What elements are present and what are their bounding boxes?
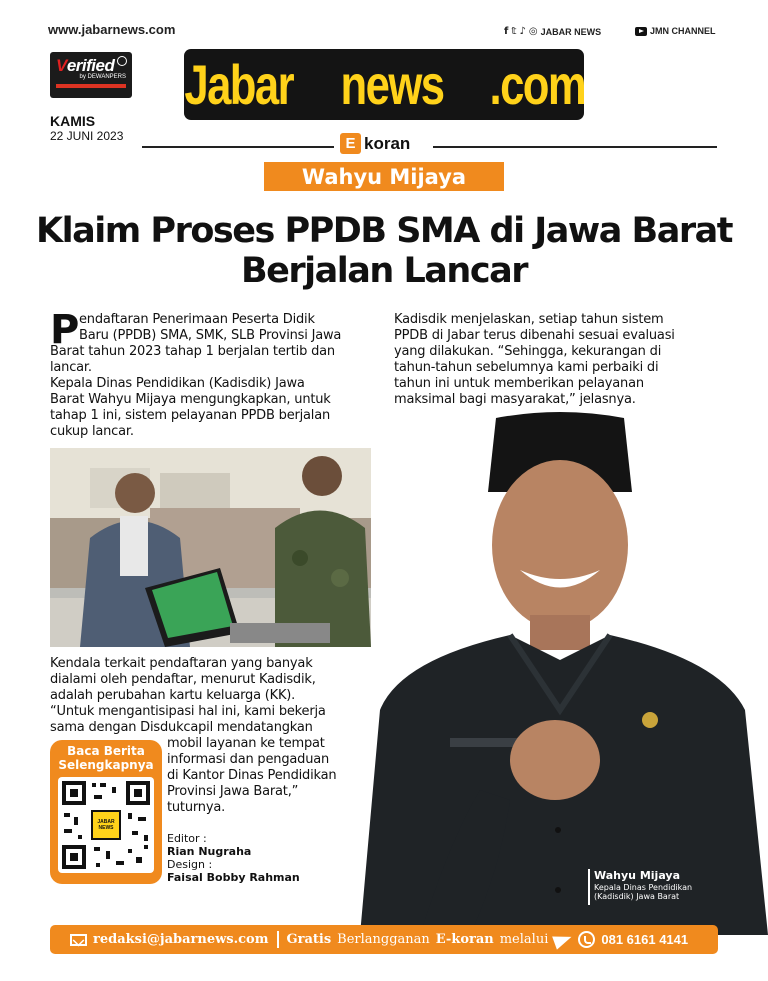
- logo-part-com: .com: [489, 52, 586, 116]
- dropcap: P: [50, 307, 80, 353]
- qr-title-line-1: Baca Berita: [67, 744, 145, 758]
- design-label: Design :: [167, 858, 213, 871]
- p4-narrow-line: di Kantor Dinas Pendidikan: [167, 768, 337, 783]
- logo-part-jabar: Jabar: [184, 52, 294, 116]
- p2-line: Kepala Dinas Pendidikan (Kadisdik) Jawa: [50, 376, 305, 391]
- verified-by: by DEWANPERS: [79, 74, 126, 80]
- headline-line-1: Klaim Proses PPDB SMA di Jawa Barat: [36, 211, 732, 251]
- footer-gratis: Gratis: [286, 932, 332, 947]
- footer-content: [70, 925, 688, 954]
- p1-line-2: Baru (PPDB) SMA, SMK, SLB Provinsi Jawa: [79, 328, 342, 343]
- ekoran-word: koran: [364, 133, 411, 153]
- design-name: Faisal Bobby Rahman: [167, 871, 300, 884]
- paragraph-1-rest: [50, 344, 380, 376]
- p4-line: adalah perubahan kartu keluarga (KK).: [50, 688, 296, 703]
- portrait-illustration: [360, 410, 768, 935]
- footer-melalui: melalui: [499, 932, 549, 947]
- footer-phone[interactable]: 081 6161 4141: [601, 932, 689, 947]
- p4-line: Kendala terkait pendaftaran yang banyak: [50, 656, 313, 671]
- paragraph-4: [50, 656, 380, 736]
- paragraph-3: [394, 312, 734, 408]
- header-rule-left: [142, 146, 334, 148]
- verified-line: [56, 84, 126, 88]
- verified-word: Verified: [56, 56, 115, 75]
- verified-badge: [50, 52, 132, 98]
- p2-line: cukup lancar.: [50, 424, 134, 439]
- p1-line-3: Barat tahun 2023 tahap 1 berjalan tertib dan: [50, 344, 335, 359]
- author-banner: Wahyu Mijaya: [264, 162, 504, 191]
- p4-line: sama dengan Disdukcapil mendatangkan: [50, 720, 313, 735]
- p4-line: “Untuk mengantisipasi hal ini, kami bekerja: [50, 704, 326, 719]
- ekoran-letter: E: [340, 133, 361, 154]
- p4-line: dialami oleh pendaftar, menurut Kadisdik,: [50, 672, 316, 687]
- caption-bar: [588, 869, 590, 905]
- whatsapp-icon[interactable]: [578, 931, 595, 948]
- article-photo: [50, 448, 371, 647]
- headline: [20, 211, 748, 291]
- credits: [167, 832, 300, 884]
- p1-line-1: endaftaran Penerimaan Peserta Didik: [79, 312, 315, 327]
- header-rule-right: [433, 146, 717, 148]
- issue-date: 22 JUNI 2023: [50, 129, 124, 143]
- p4-narrow-line: tuturnya.: [167, 800, 226, 815]
- p4-narrow-line: informasi dan pengaduan: [167, 752, 330, 767]
- caption-role: [594, 883, 714, 901]
- mail-icon: [70, 934, 87, 946]
- qr-center-logo: JABAR NEWS: [97, 819, 115, 831]
- p2-line: tahap 1 ini, sistem pelayanan PPDB berjalan: [50, 408, 331, 423]
- p1-line-4: lancar.: [50, 360, 92, 375]
- editor-label: Editor :: [167, 832, 207, 845]
- caption-name: Wahyu Mijaya: [594, 869, 680, 882]
- footer-ekoran: E-koran: [435, 932, 494, 947]
- p3-line: tahun-tahun sebelumnya kami perbaiki di: [394, 360, 659, 375]
- paragraph-2: [50, 376, 380, 440]
- facebook-icon[interactable]: f: [504, 26, 509, 37]
- editor-name: Rian Nugraha: [167, 845, 252, 858]
- p3-line: tahun ini untuk memberikan pelayanan: [394, 376, 644, 391]
- social-links: [504, 26, 601, 37]
- youtube-icon: [635, 27, 647, 36]
- p3-line: Kadisdik menjelaskan, setiap tahun sistem: [394, 312, 664, 327]
- youtube-channel[interactable]: [635, 26, 716, 36]
- site-url[interactable]: www.jabarnews.com: [48, 22, 176, 37]
- qr-code[interactable]: [58, 777, 154, 873]
- p3-line: yang dilakukan. “Sehingga, kekurangan di: [394, 344, 662, 359]
- instagram-icon[interactable]: ◎: [528, 26, 538, 37]
- jabarnews-logo[interactable]: [184, 49, 584, 120]
- qr-title: [50, 744, 162, 772]
- channel-name: JMN CHANNEL: [650, 26, 716, 36]
- seal-icon: [117, 56, 127, 66]
- telegram-icon[interactable]: [553, 930, 575, 949]
- footer-email[interactable]: redaksi@jabarnews.com: [93, 932, 269, 947]
- p3-line: maksimal bagi masyarakat,” jelasnya.: [394, 392, 636, 407]
- footer-berlangganan: Berlangganan: [337, 932, 430, 947]
- p3-line: PPDB di Jabar terus dibenahi sesuai evaluasi: [394, 328, 675, 343]
- twitter-icon[interactable]: 𝕥: [511, 26, 517, 37]
- caption-role-line-1: Kepala Dinas Pendidikan: [594, 883, 693, 892]
- p2-line: Barat Wahyu Mijaya mengungkapkan, untuk: [50, 392, 331, 407]
- issue-day: KAMIS: [50, 113, 96, 129]
- logo-part-news: news: [340, 52, 444, 116]
- ekoran-label: [340, 133, 410, 154]
- p4-narrow-line: Provinsi Jawa Barat,”: [167, 784, 299, 799]
- social-handle: JABAR NEWS: [540, 26, 602, 37]
- caption-role-line-2: (Kadisdik) Jawa Barat: [594, 892, 680, 901]
- footer-divider: [277, 931, 279, 948]
- headline-line-2: Berjalan Lancar: [241, 251, 527, 291]
- p4-narrow-line: mobil layanan ke tempat: [167, 736, 325, 751]
- qr-title-line-2: Selengkapnya: [58, 758, 154, 772]
- photo-illustration: [50, 448, 371, 647]
- paragraph-4-narrow: [167, 736, 377, 816]
- tiktok-icon[interactable]: ♪: [519, 26, 526, 37]
- portrait-photo: [360, 410, 768, 935]
